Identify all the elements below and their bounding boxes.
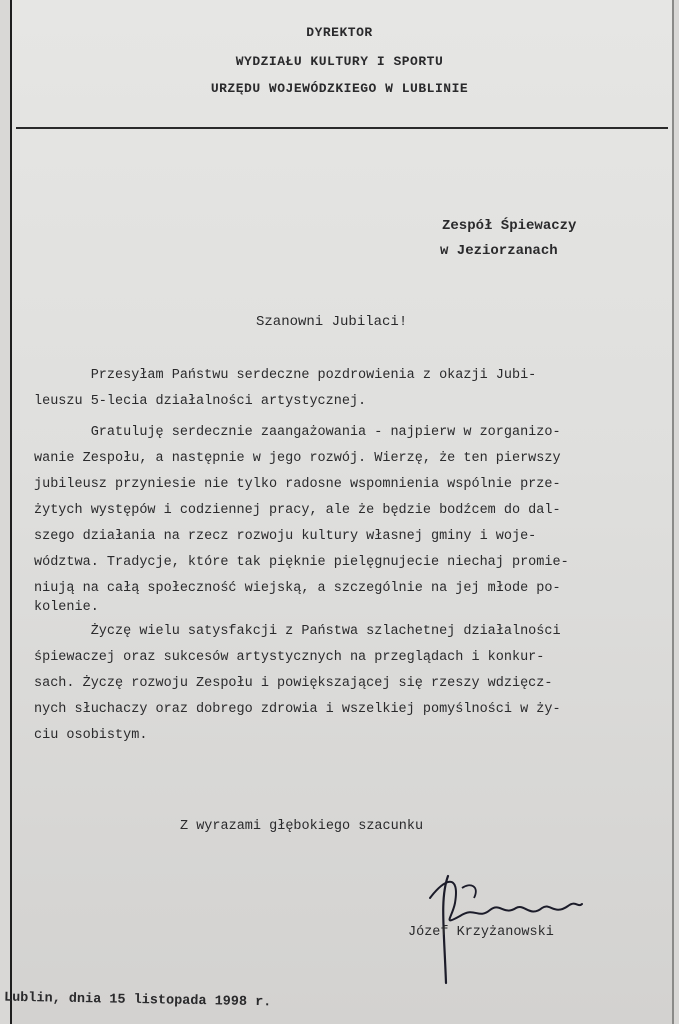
- body-line: śpiewaczej oraz sukcesów artystycznych na przeglądach i konkur-: [34, 650, 545, 665]
- header-divider: [16, 127, 668, 129]
- signatory-name: Józef Krzyżanowski: [408, 925, 554, 940]
- body-line: Gratuluję serdecznie zaangażowania - najpierw w zorganizo-: [34, 425, 561, 440]
- body-line: nych słuchaczy oraz dobrego zdrowia i wszelkiej pomyślności w ży-: [34, 702, 561, 717]
- recipient-location: w Jeziorzanach: [440, 243, 558, 259]
- body-line: żytych występów i codziennej pracy, ale że będzie bodźcem do dal-: [34, 503, 561, 518]
- header-title: DYREKTOR: [306, 25, 373, 40]
- body-line: sach. Życzę rozwoju Zespołu i powiększającej się rzeszy wdzięcz-: [34, 676, 553, 691]
- body-line: szego działania na rzecz rozwoju kultury własnej gminy i woje-: [34, 529, 537, 544]
- body-line: wództwa. Tradycje, które tak pięknie pielęgnujecie niechaj promie-: [34, 555, 569, 570]
- body-line: leuszu 5-lecia działalności artystycznej.: [34, 394, 367, 409]
- salutation: Szanowni Jubilaci!: [256, 314, 408, 330]
- body-line: kolenie.: [34, 600, 99, 615]
- body-line: Przesyłam Państwu serdeczne pozdrowienia z okazji Jubi-: [34, 368, 537, 383]
- body-line: niują na całą społeczność wiejską, a szczególnie na jej młode po-: [34, 581, 561, 596]
- body-line: ciu osobistym.: [34, 728, 148, 743]
- body-line: jubileusz przyniesie nie tylko radosne wspomnienia wspólnie prze-: [34, 477, 561, 492]
- closing-phrase: Z wyrazami głębokiego szacunku: [180, 819, 424, 834]
- place-and-date: Lublin, dnia 15 listopada 1998 r.: [3, 990, 272, 1011]
- header-department: WYDZIAŁU KULTURY I SPORTU: [235, 54, 444, 69]
- body-line: Życzę wielu satysfakcji z Państwa szlachetnej działalności: [34, 624, 561, 639]
- body-line: wanie Zespołu, a następnie w jego rozwój. Wierzę, że ten pierwszy: [34, 451, 561, 466]
- header-office: URZĘDU WOJEWÓDZKIEGO W LUBLINIE: [210, 81, 469, 96]
- recipient-name: Zespół Śpiewaczy: [442, 218, 577, 234]
